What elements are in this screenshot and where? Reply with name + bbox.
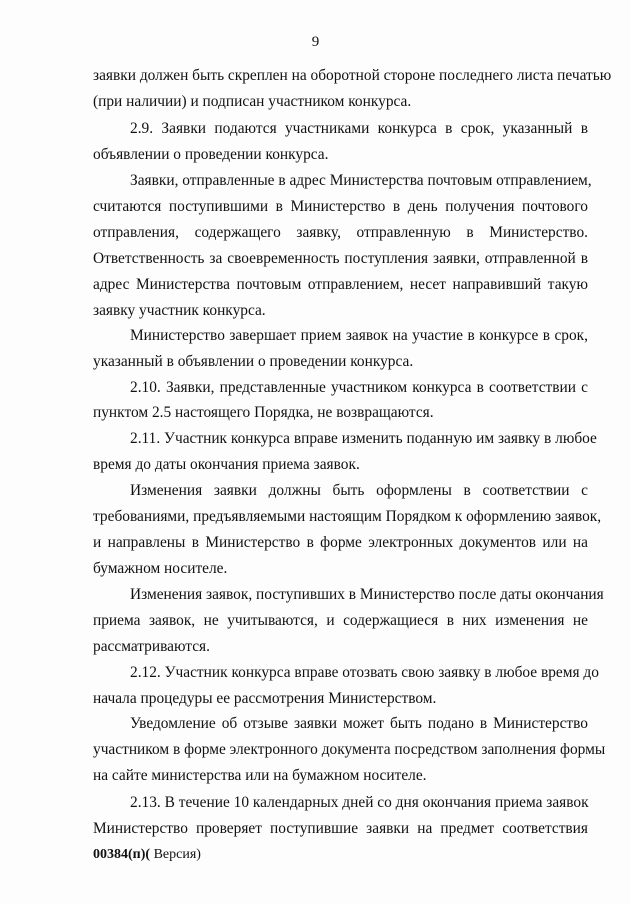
text-line: указанный в объявлении о проведении конкурса. [93, 353, 414, 370]
text-line: 2.11. Участник конкурса вправе изменить поданную им заявку в любое [130, 430, 597, 447]
text-line: Ответственность за своевременность поступления заявки, отправленной в [93, 250, 588, 267]
text-line: и направлены в Министерство в форме электронных документов или на [93, 534, 588, 551]
text-line: (при наличии) и подписан участником конкурса. [93, 93, 412, 110]
document-footer [93, 847, 201, 863]
text-line: требованиями, предъявляемыми настоящим Порядком к оформлению заявок, [93, 508, 602, 525]
text-line: начала процедуры ее рассмотрения Министерством. [93, 690, 437, 707]
text-line: участником в форме электронного документа посредством заполнения формы [93, 741, 606, 758]
text-line: заявки должен быть скреплен на оборотной стороне последнего листа печатью [93, 67, 612, 84]
text-line: 2.12. Участник конкурса вправе отозвать свою заявку в любое время до [130, 664, 599, 681]
text-line: рассматриваются. [93, 638, 210, 655]
footer-version: Версия) [150, 847, 201, 862]
text-line: на сайте министерства или на бумажном носителе. [93, 767, 427, 784]
text-line: приема заявок, не учитываются, и содержащиеся в них изменения не [93, 612, 588, 629]
text-line: 2.9. Заявки подаются участниками конкурса в срок, указанный в [130, 120, 588, 137]
text-line: считаются поступившими в Министерство в день получения почтового [93, 198, 588, 215]
text-line: 2.13. В течение 10 календарных дней со дня окончания приема заявок [130, 794, 589, 811]
text-line: Изменения заявки должны быть оформлены в соответствии с [130, 482, 588, 499]
text-line: Изменения заявок, поступивших в Министерство после даты окончания [130, 586, 604, 603]
text-line: Министерство проверяет поступившие заявки на предмет соответствия [93, 820, 588, 837]
text-line: отправления, содержащего заявку, отправленную в Министерство. [93, 224, 588, 241]
text-line: объявлении о проведении конкурса. [93, 146, 329, 163]
page-number: 9 [311, 34, 320, 50]
footer-code: 00384(п)( [93, 847, 151, 862]
text-line: адрес Министерства почтовым отправлением, несет направивший такую [93, 276, 588, 293]
text-line: пунктом 2.5 настоящего Порядка, не возвращаются. [93, 404, 434, 421]
text-line: Министерство завершает прием заявок на участие в конкурсе в срок, [130, 327, 588, 344]
text-line: заявку участник конкурса. [93, 302, 266, 319]
text-line: бумажном носителе. [93, 560, 228, 577]
text-line: Заявки, отправленные в адрес Министерства почтовым отправлением, [130, 172, 592, 189]
text-line: время до даты окончания приема заявок. [93, 456, 360, 473]
text-line: 2.10. Заявки, представленные участником конкурса в соответствии с [130, 379, 588, 396]
text-line: Уведомление об отзыве заявки может быть подано в Министерство [130, 715, 588, 732]
